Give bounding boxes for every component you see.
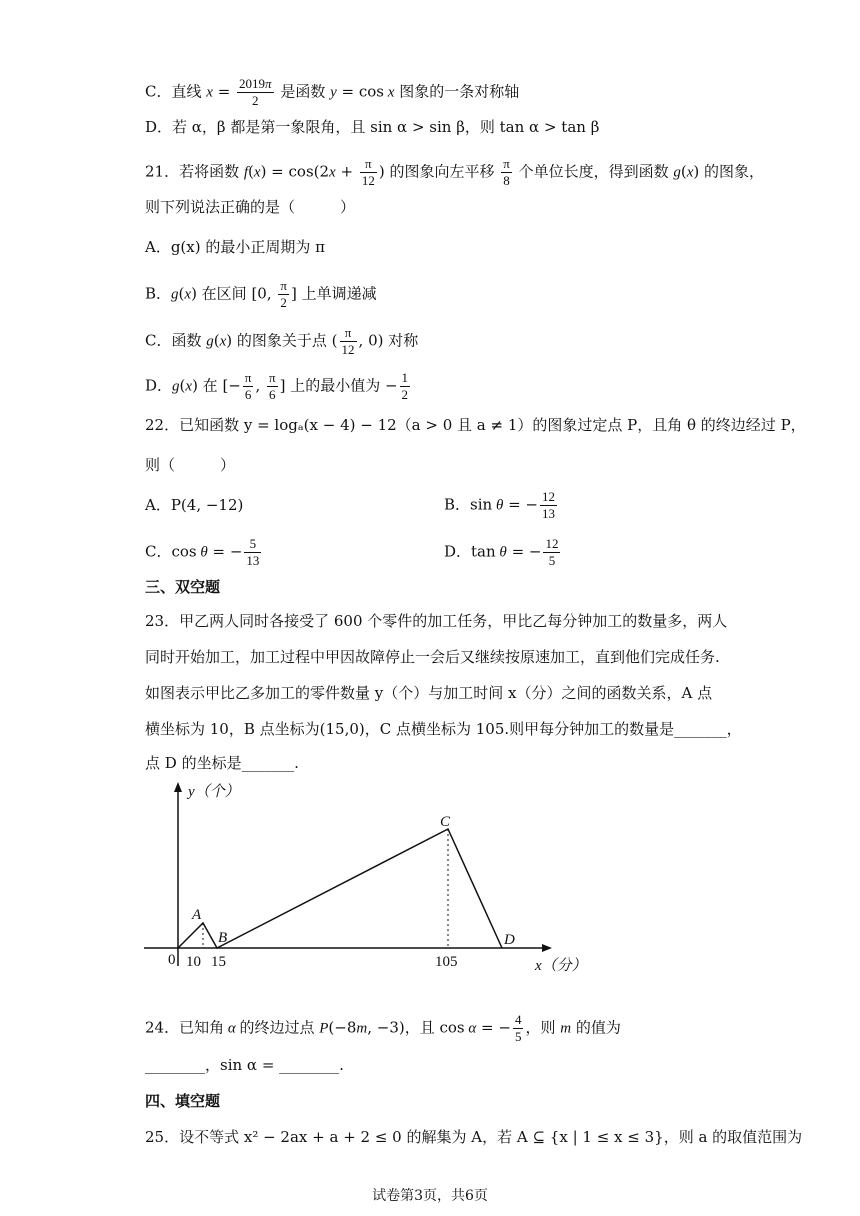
question-25-line-1: 25．设不等式 x² − 2ax + a + 2 ≤ 0 的解集为 A，若 A ⊆ {x | 1 ≤ x ≤ 3}，则 a 的取值范围为 [145, 1128, 803, 1146]
section-4-heading: 四、填空题 [145, 1092, 221, 1110]
y-axis-arrow [174, 782, 182, 792]
question-21-stem-2: 则下列说法正确的是（ ） [145, 198, 356, 216]
question-22-option-b: B．sin θ = − $\frac{12}{13}$ [444, 489, 555, 521]
question-21-option-c: C．函数 g(x) 的图象关于点 ( $\frac{\pi}{12}$ , 0) 对称 [145, 325, 419, 357]
question-24-line-2: ________，sin α = ________. [145, 1056, 344, 1074]
origin-label: 0 [168, 952, 176, 968]
point-label-b: B [218, 930, 228, 946]
question-23-line-4: 横坐标为 10，B 点坐标为(15,0)，C 点横坐标为 105.则甲每分钟加工的数量是_______， [145, 720, 742, 738]
question-21-stem: 21．若将函数 f(x) = cos(2x + $\frac{\pi}{12}$ ) 的图象向左平移 $\frac{\pi}{8}$ 个单位长度，得到函数 g(x) 的图象， [145, 156, 764, 188]
question-22-stem-2: 则（ ） [145, 456, 236, 474]
question-22-option-c: C．cos θ = − $\frac{5}{13}$ [145, 536, 260, 568]
tick-label-10: 10 [186, 954, 201, 970]
question-23-line-1: 23．甲乙两人同时各接受了 600 个零件的加工任务，甲比乙每分钟加工的数量多，两人 [145, 612, 728, 630]
question-21-option-b: B．g(x) 在区间 [0, $\frac{\pi}{2}$ ] 上单调递减 [145, 278, 377, 310]
y-axis-label: y（个） [188, 784, 240, 800]
option-c-prev: C．直线 x = $\frac{2019\pi}{2}$ 是函数 y = cos x 图象的一条对称轴 [145, 76, 520, 108]
question-22-stem: 22．已知函数 y = logₐ(x − 4) − 12（a > 0 且 a ≠ 1）的图象过定点 P，且角 θ 的终边经过 P， [145, 416, 806, 434]
tick-label-15: 15 [211, 954, 226, 970]
point-label-d: D [504, 932, 515, 948]
option-d-prev: D．若 α，β 都是第一象限角，且 sin α > sin β，则 tan α > tan β [145, 118, 600, 136]
question-21-option-a: A．g(x) 的最小正周期为 π [145, 238, 325, 256]
point-label-c: C [440, 814, 451, 830]
question-22-option-a: A．P(4, −12) [145, 496, 244, 514]
section-3-heading: 三、双空题 [145, 578, 221, 596]
function-graph [140, 778, 590, 978]
question-23-line-3: 如图表示甲比乙多加工的零件数量 y（个）与加工时间 x（分）之间的函数关系，A 点 [145, 684, 713, 702]
question-23-line-5: 点 D 的坐标是_______. [145, 754, 299, 772]
tick-label-105: 105 [435, 954, 458, 970]
point-label-a: A [192, 907, 202, 923]
x-axis-arrow [542, 944, 552, 952]
question-22-option-d: D．tan θ = − $\frac{12}{5}$ [444, 536, 559, 568]
x-axis-label: x（分） [535, 958, 587, 974]
page-footer: 试卷第3页，共6页 [372, 1188, 488, 1204]
question-21-option-d: D．g(x) 在 [− $\frac{\pi}{6}$ , $\frac{\pi}{6}$ ] 上的最小值为 − $\frac{1}{2}$ [145, 370, 409, 402]
question-23-line-2: 同时开始加工，加工过程中甲因故障停止一会后又继续按原速加工，直到他们完成任务. [145, 648, 720, 666]
question-24-line-1: 24．已知角 α 的终边过点 P(−8m, −3)，且 cos α = − $\frac{4}{5}$ ，则 m 的值为 [145, 1012, 621, 1044]
